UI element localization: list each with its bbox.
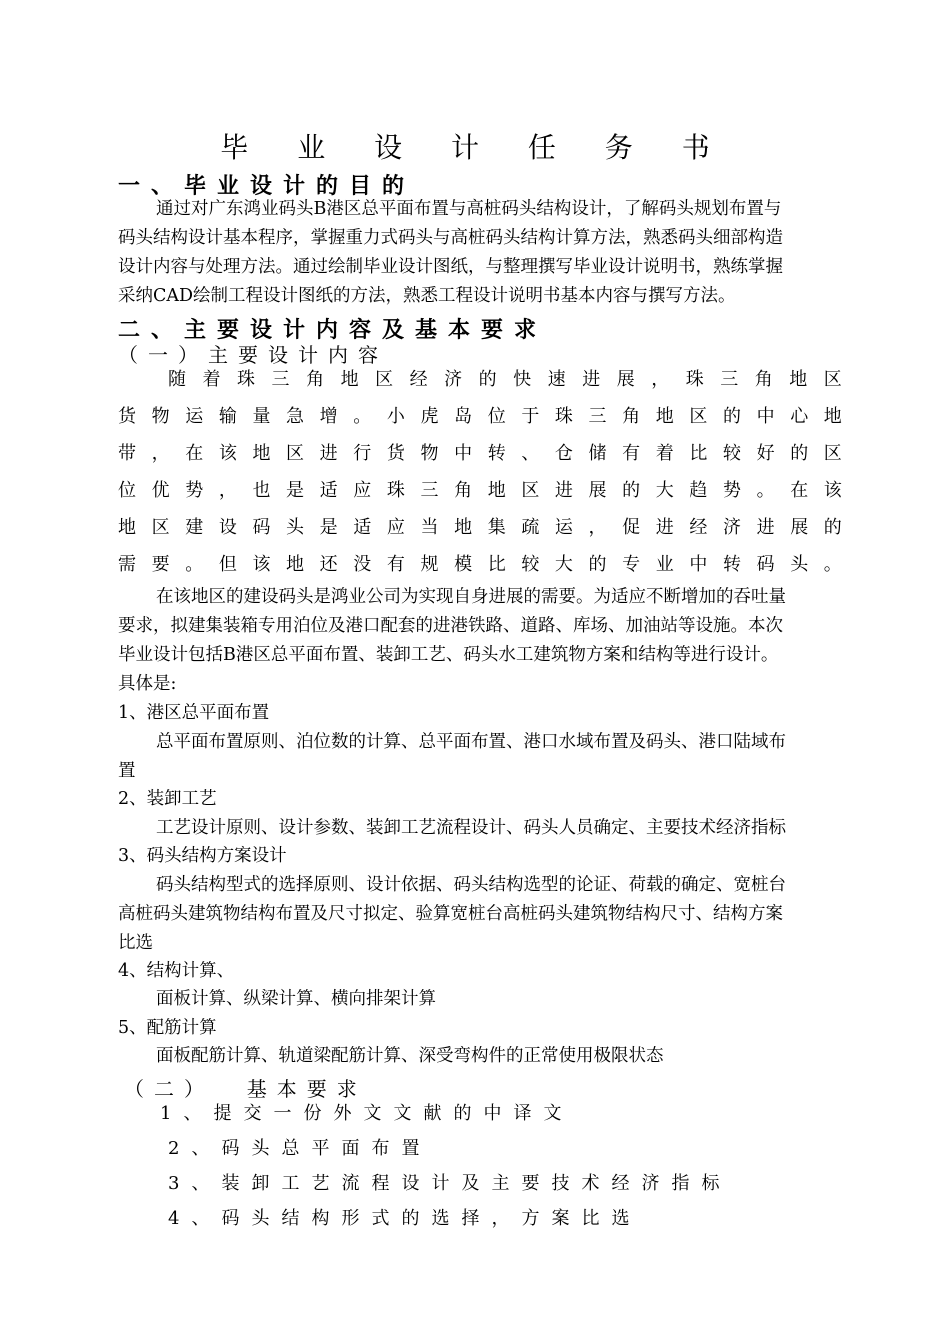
spaced-line: 需 要 。 但 该 地 还 没 有 规 模 比 较 大 的 专 业 中 转 码 头 。 xyxy=(118,554,842,575)
item-line: 高桩码头建筑物结构布置及尺寸拟定、验算宽桩台高桩码头建筑物结构尺寸、结构方案 xyxy=(118,904,783,924)
spaced-line: 位 优 势 ， 也 是 适 应 珠 三 角 地 区 进 展 的 大 趋 势 。 在 该 xyxy=(118,480,842,501)
item-line: 总平面布置原则、泊位数的计算、总平面布置、港口水域布置及码头、港口陆域布 xyxy=(156,732,786,752)
subsection-2-heading: （二） 基本要求 xyxy=(124,1077,367,1101)
paragraph-line: 毕业设计包括B港区总平面布置、装卸工艺、码头水工建筑物方案和结构等进行设计。 xyxy=(118,645,779,665)
item-title: 5、配筋计算 xyxy=(118,1018,217,1038)
requirement-item: 4、码头结构形式的选择，方案比选 xyxy=(168,1208,642,1229)
item-title: 3、码头结构方案设计 xyxy=(118,846,287,866)
item-line: 置 xyxy=(118,761,136,781)
section-2-heading: 二、主要设计内容及基本要求 xyxy=(118,318,548,343)
item-line: 面板配筋计算、轨道梁配筋计算、深受弯构件的正常使用极限状态 xyxy=(156,1046,664,1066)
paragraph-line: 在该地区的建设码头是鸿业公司为实现自身进展的需要。为适应不断增加的吞吐量 xyxy=(156,587,786,607)
section-1-line: 设计内容与处理方法。通过绘制毕业设计图纸，与整理撰写毕业设计说明书，熟练掌握 xyxy=(118,257,783,277)
item-title: 2、装卸工艺 xyxy=(118,789,217,809)
spaced-line: 带 ， 在 该 地 区 进 行 货 物 中 转 、 仓 储 有 着 比 较 好 的 区 xyxy=(118,443,842,464)
paragraph-line: 要求，拟建集装箱专用泊位及港口配套的进港铁路、道路、库场、加油站等设施。本次 xyxy=(118,616,783,636)
spaced-line: 地 区 建 设 码 头 是 适 应 当 地 集 疏 运 ， 促 进 经 济 进 展 的 xyxy=(118,517,842,538)
section-1-line: 码头结构设计基本程序，掌握重力式码头与高桩码头结构计算方法，熟悉码头细部构造 xyxy=(118,228,783,248)
subsection-1-heading: （一）主要设计内容 xyxy=(118,343,388,367)
item-line: 比选 xyxy=(118,933,153,953)
requirement-item: 1、提交一份外文文献的中译文 xyxy=(160,1103,574,1124)
spaced-line: 货 物 运 输 量 急 增 。 小 虎 岛 位 于 珠 三 角 地 区 的 中 心 地 xyxy=(118,406,842,427)
requirement-item: 3、装卸工艺流程设计及主要技术经济指标 xyxy=(168,1173,732,1194)
paragraph-line: 具体是: xyxy=(118,674,177,694)
section-1-heading: 一、毕业设计的目的 xyxy=(118,174,416,199)
spaced-line: 随 着 珠 三 角 地 区 经 济 的 快 速 进 展 ， 珠 三 角 地 区 xyxy=(168,369,842,390)
document-title: 毕 业 设 计 任 务 书 xyxy=(220,131,730,164)
section-1-line: 通过对广东鸿业码头B港区总平面布置与高桩码头结构设计，了解码头规划布置与 xyxy=(156,199,782,219)
section-1-line: 采纳CAD绘制工程设计图纸的方法，熟悉工程设计说明书基本内容与撰写方法。 xyxy=(118,286,736,306)
item-title: 4、结构计算、 xyxy=(118,961,235,981)
item-line: 工艺设计原则、设计参数、装卸工艺流程设计、码头人员确定、主要技术经济指标 xyxy=(156,818,786,838)
requirement-item: 2、码头总平面布置 xyxy=(168,1138,432,1159)
item-line: 面板计算、纵梁计算、横向排架计算 xyxy=(156,989,436,1009)
item-title: 1、港区总平面布置 xyxy=(118,703,270,723)
item-line: 码头结构型式的选择原则、设计依据、码头结构选型的论证、荷载的确定、宽桩台 xyxy=(156,875,786,895)
